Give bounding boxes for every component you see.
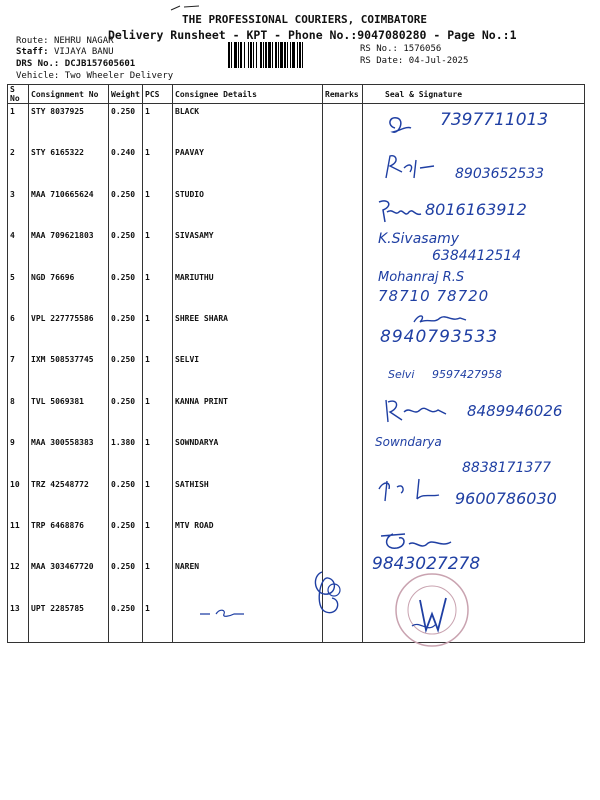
barcode-bar	[244, 42, 245, 68]
row-13-mark	[198, 604, 246, 620]
cell-weight: 0.250	[109, 104, 143, 146]
handwritten-name-9: Sowndarya	[375, 435, 442, 449]
cell-pcs: 1	[143, 435, 173, 476]
cell-remarks	[323, 145, 363, 186]
drs-value: DCJB157605601	[64, 59, 136, 69]
rs-date-label: RS Date:	[360, 56, 404, 66]
barcode-bar	[297, 42, 298, 68]
cell-weight: 0.250	[109, 228, 143, 269]
signature-2	[380, 150, 440, 186]
cell-sno: 6	[8, 311, 29, 352]
cell-sno: 3	[8, 187, 29, 228]
cell-weight: 0.250	[109, 394, 143, 435]
cell-consignment-no: STY 8037925	[29, 104, 109, 146]
barcode-bar	[250, 42, 252, 68]
cell-consignee: BLACK	[173, 104, 323, 146]
header-tick-mark	[170, 4, 200, 12]
cell-consignee: SOWNDARYA	[173, 435, 323, 476]
cell-remarks	[323, 187, 363, 228]
barcode-bar	[234, 42, 237, 68]
company-seal-stamp	[392, 570, 472, 650]
barcode-bar	[299, 42, 301, 68]
cell-weight: 0.250	[109, 311, 143, 352]
signature-1	[385, 108, 415, 138]
cell-remarks	[323, 270, 363, 311]
col-header-remarks: Remarks	[323, 85, 363, 104]
runsheet-title: Delivery Runsheet - KPT - Phone No.:9047080280 - Page No.:1	[108, 28, 517, 42]
staff-label: Staff:	[16, 47, 49, 57]
col-header-consignee: Consignee Details	[173, 85, 323, 104]
barcode-bar	[240, 42, 242, 68]
handwritten-phone-11: 9600786030	[455, 489, 557, 508]
handwritten-phone-1: 7397711013	[440, 110, 549, 130]
cell-remarks	[323, 394, 363, 435]
cell-sno: 9	[8, 435, 29, 476]
cell-pcs: 1	[143, 559, 173, 600]
cell-consignment-no: MAA 709621803	[29, 228, 109, 269]
cell-sno: 4	[8, 228, 29, 269]
barcode-bar	[228, 42, 230, 68]
route-label: Route:	[16, 36, 49, 46]
barcode-bar	[238, 42, 239, 68]
cell-consignment-no: TRP 6468876	[29, 518, 109, 559]
rs-no-label: RS No.:	[360, 44, 398, 54]
cell-weight: 0.240	[109, 145, 143, 186]
cell-remarks	[323, 518, 363, 559]
cell-remarks	[323, 352, 363, 393]
cell-sno: 7	[8, 352, 29, 393]
signature-11	[375, 475, 445, 505]
table-row	[8, 559, 585, 600]
rs-date-line	[360, 56, 468, 66]
signature-8	[380, 394, 450, 426]
barcode-bar	[302, 42, 303, 68]
cell-consignment-no: MAA 303467720	[29, 559, 109, 600]
cell-pcs: 1	[143, 228, 173, 269]
cell-consignment-no: MAA 710665624	[29, 187, 109, 228]
drs-label: DRS No.:	[16, 59, 60, 69]
handwritten-phone-3: 8016163912	[425, 200, 527, 219]
cell-weight: 0.250	[109, 601, 143, 643]
handwritten-phone-6: 8940793533	[380, 327, 499, 347]
cell-sno: 2	[8, 145, 29, 186]
barcode-bar	[231, 42, 232, 68]
barcode-bar	[256, 42, 257, 68]
company-name: THE PROFESSIONAL COURIERS, COIMBATORE	[182, 13, 428, 26]
barcode-bar	[275, 42, 277, 68]
barcode-bar	[263, 42, 264, 68]
col-header-consignment: Consignment No	[29, 85, 109, 104]
barcode-bar	[260, 42, 262, 68]
vehicle-line	[16, 71, 173, 81]
cell-consignee: MTV ROAD	[173, 518, 323, 559]
cell-pcs: 1	[143, 518, 173, 559]
barcode-bar	[265, 42, 267, 68]
handwritten-phone-2: 8903652533	[455, 166, 545, 182]
cell-pcs: 1	[143, 601, 173, 643]
handwritten-name-5: Mohanraj R.S	[378, 270, 465, 285]
barcode-bar	[292, 42, 295, 68]
table-header-row	[8, 85, 585, 104]
cell-pcs: 1	[143, 270, 173, 311]
cell-consignment-no: VPL 227775586	[29, 311, 109, 352]
cell-weight: 1.380	[109, 435, 143, 476]
cell-consignee: SELVI	[173, 352, 323, 393]
cell-consignee: PAAVAY	[173, 145, 323, 186]
barcode-bar	[284, 42, 286, 68]
barcode-bar	[253, 42, 254, 68]
barcode-bar	[272, 42, 273, 68]
cell-pcs: 1	[143, 187, 173, 228]
cell-consignment-no: MAA 300558383	[29, 435, 109, 476]
staff-line	[16, 47, 114, 57]
handwritten-phone-12: 9843027278	[372, 554, 481, 574]
handwritten-phone-5: 78710 78720	[378, 287, 490, 305]
cell-weight: 0.250	[109, 270, 143, 311]
signature-3	[375, 196, 425, 226]
rs-date-value: 04-Jul-2025	[408, 56, 469, 66]
cell-remarks	[323, 228, 363, 269]
cell-sno: 13	[8, 601, 29, 643]
cell-consignee	[173, 601, 323, 643]
cell-sno: 12	[8, 559, 29, 600]
cell-consignee: SATHISH	[173, 477, 323, 518]
cell-remarks	[323, 435, 363, 476]
cell-sno: 11	[8, 518, 29, 559]
cell-weight: 0.250	[109, 187, 143, 228]
cell-pcs: 1	[143, 352, 173, 393]
barcode-bar	[280, 42, 283, 68]
barcode-bar	[278, 42, 279, 68]
table-row	[8, 270, 585, 311]
drs-line	[16, 59, 135, 69]
cell-weight: 0.250	[109, 477, 143, 518]
cell-sno: 5	[8, 270, 29, 311]
rs-no-value: 1576056	[403, 44, 442, 54]
cell-sno: 10	[8, 477, 29, 518]
cell-weight: 0.250	[109, 518, 143, 559]
col-header-sno: S No	[8, 85, 29, 104]
staff-value: VIJAYA BANU	[53, 47, 114, 57]
handwritten-name-7: Selvi	[388, 368, 415, 381]
cell-pcs: 1	[143, 477, 173, 518]
cell-consignment-no: NGD 76696	[29, 270, 109, 311]
cell-sno: 1	[8, 104, 29, 146]
cell-remarks	[323, 104, 363, 146]
cell-consignment-no: STY 6165322	[29, 145, 109, 186]
rs-no-line	[360, 44, 441, 54]
cell-pcs: 1	[143, 394, 173, 435]
cell-consignee: MARIUTHU	[173, 270, 323, 311]
handwritten-phone-4: 6384412514	[432, 248, 522, 264]
cell-remarks	[323, 311, 363, 352]
cell-weight: 0.250	[109, 559, 143, 600]
cell-consignee: NAREN	[173, 559, 323, 600]
route-value: NEHRU NAGAR	[53, 36, 114, 46]
signature-13	[308, 568, 348, 620]
handwritten-name-4: K.Sivasamy	[378, 231, 460, 247]
vehicle-label: Vehicle:	[16, 71, 60, 81]
table-row	[8, 518, 585, 559]
vehicle-value: Two Wheeler Delivery	[64, 71, 174, 81]
table-row	[8, 601, 585, 643]
cell-consignee: STUDIO	[173, 187, 323, 228]
barcode	[228, 42, 353, 68]
barcode-bar	[290, 42, 291, 68]
barcode-bar	[268, 42, 271, 68]
handwritten-phone-7: 9597427958	[432, 368, 502, 381]
cell-remarks	[323, 477, 363, 518]
cell-consignment-no: TVL 5069381	[29, 394, 109, 435]
cell-consignment-no: IXM 508537745	[29, 352, 109, 393]
col-header-seal-signature: Seal & Signature	[363, 85, 585, 104]
cell-pcs: 1	[143, 104, 173, 146]
cell-pcs: 1	[143, 311, 173, 352]
col-header-weight: Weight	[109, 85, 143, 104]
cell-consignment-no: TRZ 42548772	[29, 477, 109, 518]
handwritten-phone-8: 8489946026	[467, 402, 563, 420]
route-line	[16, 36, 114, 46]
cell-consignee: SIVASAMY	[173, 228, 323, 269]
cell-consignment-no: UPT 2285785	[29, 601, 109, 643]
col-header-pcs: PCS	[143, 85, 173, 104]
cell-consignee: KANNA PRINT	[173, 394, 323, 435]
cell-pcs: 1	[143, 145, 173, 186]
handwritten-phone-10: 8838171377	[462, 460, 552, 476]
barcode-bar	[248, 42, 249, 68]
cell-weight: 0.250	[109, 352, 143, 393]
barcode-bar	[287, 42, 288, 68]
cell-consignee: SHREE SHARA	[173, 311, 323, 352]
cell-sno: 8	[8, 394, 29, 435]
